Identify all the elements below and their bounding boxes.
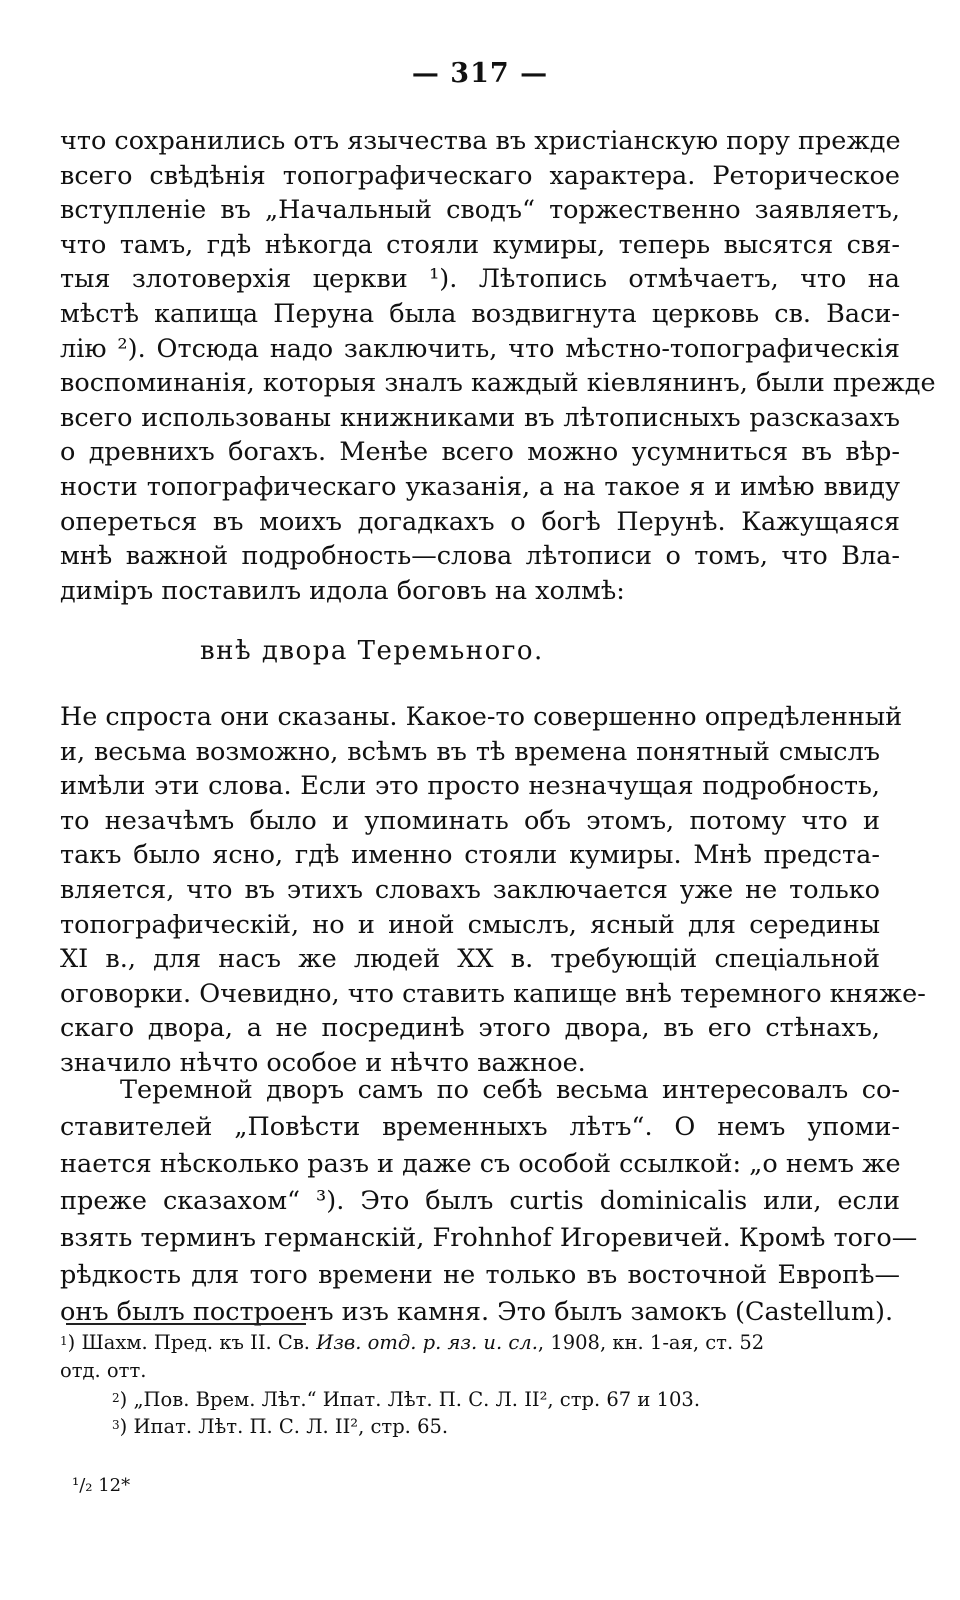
para1-line: опереться въ моихъ догадкахъ о богѣ Перунѣ. Кажущаяся xyxy=(60,506,900,537)
footnote-3-text: ) Ипат. Лѣт. П. С. Л. II², стр. 65. xyxy=(119,1415,449,1438)
para1-line: всего использованы книжниками въ лѣтописныхъ разсказахъ xyxy=(60,402,900,433)
para2-line: такъ было ясно, гдѣ именно стояли кумиры. Мнѣ предста- xyxy=(60,840,880,871)
footnote-2-text: ) „Пов. Врем. Лѣт.“ Ипат. Лѣт. П. С. Л. II², стр. 67 и 103. xyxy=(119,1388,701,1411)
footnote-separator xyxy=(66,1323,306,1325)
para2-line: значило нѣчто особое и нѣчто важное. xyxy=(60,1047,586,1078)
paragraph-3 xyxy=(60,1072,918,1331)
para1-line: что тамъ, гдѣ нѣкогда стояли кумиры, теперь высятся свя- xyxy=(60,229,900,260)
para3-line: онъ былъ построенъ изъ камня. Это былъ замокъ (Castellum). xyxy=(60,1297,894,1327)
quote-line: внѣ двора Теремьного. xyxy=(200,636,544,666)
para3-line: рѣдкость для того времени не только въ восточной Европѣ— xyxy=(60,1260,900,1290)
para1-line: мѣстѣ капища Перуна была воздвигнута церковь св. Васи- xyxy=(60,298,900,329)
para2-line: Не спроста они сказаны. Какое-то совершенно опредѣленный xyxy=(60,702,903,732)
footnote-3 xyxy=(112,1414,952,1440)
para2-line: имѣли эти слова. Если это просто незначущая подробность, xyxy=(60,771,880,802)
footnote-1-mark: 1 xyxy=(60,1334,68,1348)
paragraph-1 xyxy=(60,124,936,608)
para1-line: тыя злотоверхія церкви ¹). Лѣтопись отмѣчаетъ, что на xyxy=(60,264,900,295)
para3-line: нается нѣсколько разъ и даже съ особой ссылкой: „о немъ же xyxy=(60,1149,901,1179)
para2-line: и, весьма возможно, всѣмъ въ тѣ времена понятный смыслъ xyxy=(60,736,880,767)
footnote-1 xyxy=(60,1330,900,1356)
footnote-2-mark: 2 xyxy=(112,1391,120,1405)
para2-line: оговорки. Очевидно, что ставить капище внѣ теремного княже- xyxy=(60,978,926,1009)
footnote-1-text: ) Шахм. Пред. къ II. Св. xyxy=(67,1331,317,1354)
footnote-2 xyxy=(112,1387,952,1413)
para1-line: воспоминанія, которыя зналъ каждый кіевлянинъ, были прежде xyxy=(60,368,936,399)
para1-line: лію ²). Отсюда надо заключить, что мѣстно-топографическія xyxy=(60,333,900,364)
page-number: — 317 — xyxy=(411,58,549,89)
footnote-1-continuation: отд. отт. xyxy=(60,1359,147,1382)
para2-line: скаго двора, а не посрединѣ этого двора, въ его стѣнахъ, xyxy=(60,1013,880,1044)
para1-line: всего свѣдѣнія топографическаго характера. Реторическое xyxy=(60,160,900,191)
para2-line: то незачѣмъ было и упоминать объ этомъ, потому что и xyxy=(60,805,880,836)
para3-line: ставителей „Повѣсти временныхъ лѣтъ“. О немъ упоми- xyxy=(60,1112,900,1142)
footnote-1-italic: Изв. отд. р. яз. и. сл. xyxy=(316,1331,538,1354)
printer-signature: ¹/₂ 12* xyxy=(72,1475,131,1496)
para1-line: что сохранились отъ язычества въ христіанскую пору прежде xyxy=(60,126,901,156)
para1-line: диміръ поставилъ идола боговъ на холмѣ: xyxy=(60,575,625,606)
para2-line: вляется, что въ этихъ словахъ заключается уже не только xyxy=(60,874,880,905)
para3-line: взять терминъ германскій, Frohnhof Игоревичей. Кромѣ того— xyxy=(60,1223,918,1253)
para1-line: ности топографическаго указанія, а на такое я и имѣю ввиду xyxy=(60,471,900,502)
para2-line: XI в., для насъ же людей XX в. требующій спеціальной xyxy=(60,944,880,975)
para2-line: топографическій, но и иной смыслъ, ясный для середины xyxy=(60,909,880,940)
para1-line: о древнихъ богахъ. Менѣе всего можно усумниться въ вѣр- xyxy=(60,437,900,468)
footnote-3-mark: 3 xyxy=(112,1418,120,1432)
footnote-1-text-end: , 1908, кн. 1-ая, ст. 52 xyxy=(537,1331,765,1354)
para3-line: Теремной дворъ самъ по себѣ весьма интересовалъ со- xyxy=(120,1075,900,1105)
paragraph-2 xyxy=(60,700,926,1081)
para1-line: мнѣ важной подробность—слова лѣтописи о томъ, что Вла- xyxy=(60,541,900,572)
para3-line: преже сказахом“ ³). Это былъ curtis dominicalis или, если xyxy=(60,1186,900,1216)
para1-line: вступленіе въ „Начальный сводъ“ торжественно заявляетъ, xyxy=(60,195,900,226)
